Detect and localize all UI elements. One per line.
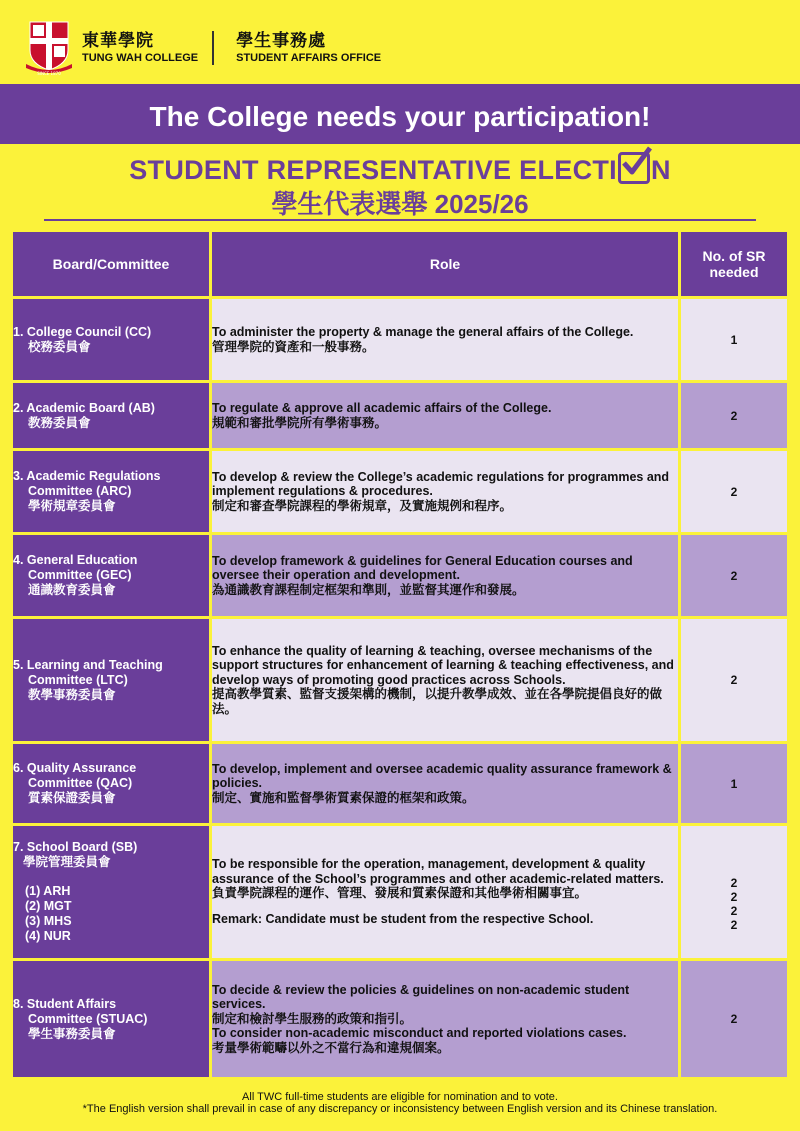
board-en: 3. Academic Regulations [13, 469, 161, 483]
board-en: 1. College Council (CC) [13, 324, 152, 339]
board-cell [13, 383, 209, 448]
role-zh: 負責學院課程的運作、管理、發展和質素保證和其他學術相關事宜。 [212, 886, 588, 900]
role-cell [212, 961, 678, 1077]
role-zh: 為通識教育課程制定框架和準則，並監督其運作和發展。 [212, 582, 525, 597]
board-cell [13, 619, 209, 741]
header-num-line1: No. of SR [702, 248, 766, 264]
board-zh: 學院管理委員會 [23, 855, 111, 869]
school-item: (2) MGT [25, 899, 72, 913]
board-en-cont: Committee (LTC) [28, 672, 128, 687]
title-underline [44, 219, 756, 221]
board-cell [13, 961, 209, 1077]
school-item: (3) MHS [25, 914, 72, 928]
role-en: To develop & review the College’s academic regulations for programmes and implement regulations & procedures. [212, 469, 670, 499]
header-divider [212, 31, 214, 65]
board-en-cont: Committee (QAC) [28, 776, 133, 790]
role-en: To consider non-academic misconduct and reported violations cases. [212, 1026, 627, 1041]
role-cell [212, 383, 678, 448]
college-name-en: TUNG WAH COLLEGE [82, 51, 199, 64]
title-en-left: STUDENT REPRESENTATIVE ELECTI [129, 155, 617, 185]
college-name-zh: 東華學院 [82, 30, 154, 50]
num-item: 2 [730, 890, 738, 904]
num-item: 2 [730, 876, 738, 890]
election-title-zh: 學生代表選舉 2025/26 [271, 189, 529, 219]
board-en: 8. Student Affairs [13, 996, 117, 1011]
board-zh: 教學事務委員會 [28, 687, 116, 702]
header-board: Board/Committee [13, 232, 209, 296]
role-zh: 規範和審批學院所有學術事務。 [212, 415, 388, 430]
role-cell [212, 299, 678, 380]
college-name [82, 32, 198, 64]
board-en-cont: Committee (GEC) [28, 568, 132, 582]
board-zh: 教務委員會 [28, 415, 91, 430]
board-en: 2. Academic Board (AB) [13, 400, 155, 415]
eligibility-note: All TWC full-time students are eligible for nomination and to vote. [242, 1091, 558, 1103]
table-row [13, 619, 787, 741]
num-cell: 1 [681, 299, 787, 380]
role-cell [212, 619, 678, 741]
role-en: To develop framework & guidelines for General Education courses and oversee their operation and development. [212, 553, 633, 583]
role-en: To administer the property & manage the general affairs of the College. [212, 325, 634, 340]
election-title-en [0, 152, 800, 186]
num-cell: 2 [681, 961, 787, 1077]
role-zh: 考量學術範疇以外之不當行為和違規個案。 [212, 1040, 450, 1055]
header-num-line2: needed [709, 264, 759, 280]
board-zh: 學生事務委員會 [28, 1026, 116, 1041]
participation-banner: The College needs your participation! [0, 84, 800, 144]
num-cell: 1 [681, 744, 787, 823]
num-item: 2 [730, 918, 738, 932]
role-cell [212, 451, 678, 532]
table-row [13, 535, 787, 616]
board-en: 6. Quality Assurance [13, 761, 137, 775]
board-cell [13, 826, 209, 958]
checkbox-tick-icon [618, 152, 650, 184]
board-cell [13, 744, 209, 823]
office-name-en: STUDENT AFFAIRS OFFICE [236, 51, 382, 64]
role-cell [212, 535, 678, 616]
board-cell [13, 451, 209, 532]
header [24, 18, 381, 78]
role-zh: 制定和審查學院課程的學術規章，及實施規例和程序。 [212, 498, 513, 513]
table-row [13, 826, 787, 958]
board-zh: 學術規章委員會 [28, 499, 116, 513]
board-cell [13, 535, 209, 616]
board-en: 5. Learning and Teaching [13, 657, 163, 672]
board-cell [13, 299, 209, 380]
table-row [13, 744, 787, 823]
school-list [13, 884, 209, 944]
board-en-cont: Committee (STUAC) [28, 1011, 148, 1026]
role-cell [212, 826, 678, 958]
table-row [13, 451, 787, 532]
board-zh: 通識教育委員會 [28, 583, 116, 597]
role-zh: 制定和檢討學生服務的政策和指引。 [212, 1011, 413, 1026]
office-name [236, 32, 381, 64]
role-zh: 提高教學質素、監督支援架構的機制，以提升教學成效、並在各學院提倡良好的做法。 [212, 687, 663, 716]
board-en-cont: Committee (ARC) [28, 484, 132, 498]
num-cell: 2 [681, 383, 787, 448]
school-item: (4) NUR [25, 929, 71, 943]
role-cell [212, 744, 678, 823]
header-num [681, 232, 787, 296]
board-zh: 質素保證委員會 [28, 791, 116, 805]
table-row [13, 383, 787, 448]
board-en: 4. General Education [13, 553, 138, 567]
remark: Remark: Candidate must be student from the respective School. [212, 912, 594, 927]
college-crest-icon [24, 20, 74, 76]
num-cell: 2 [681, 619, 787, 741]
num-item: 2 [730, 904, 738, 918]
role-en: To be responsible for the operation, management, development & quality assurance of the School’s programmes and other academic-related matters. [212, 857, 664, 886]
table-row [13, 299, 787, 380]
role-en: To enhance the quality of learning & teaching, oversee mechanisms of the support structures for enhancement of learning & teaching effectiveness, and develop ways of promoting good practices across Schools. [212, 644, 674, 687]
role-zh: 管理學院的資產和一般事務。 [212, 339, 375, 354]
header-role: Role [212, 232, 678, 296]
role-en: To develop, implement and oversee academic quality assurance framework & policies. [212, 761, 672, 791]
num-cell: 2 [681, 451, 787, 532]
num-cell: 2 [681, 535, 787, 616]
title-en-right: N [650, 155, 671, 185]
committee-table [10, 229, 790, 1080]
role-en: To decide & review the policies & guidelines on non-academic student services. [212, 983, 630, 1012]
table-row [13, 961, 787, 1077]
crest-motto: SINCE 1870 [37, 71, 61, 76]
role-zh: 制定、實施和監督學術質素保證的框架和政策。 [212, 790, 475, 805]
office-name-zh: 學生事務處 [236, 30, 327, 50]
translation-disclaimer: *The English version shall prevail in case of any discrepancy or inconsistency between English version and its Chinese translation. [82, 1103, 718, 1115]
num-cell [681, 826, 787, 958]
board-en: 7. School Board (SB) [13, 840, 138, 854]
board-zh: 校務委員會 [28, 339, 91, 354]
role-en: To regulate & approve all academic affairs of the College. [212, 401, 552, 416]
school-item: (1) ARH [25, 884, 71, 898]
